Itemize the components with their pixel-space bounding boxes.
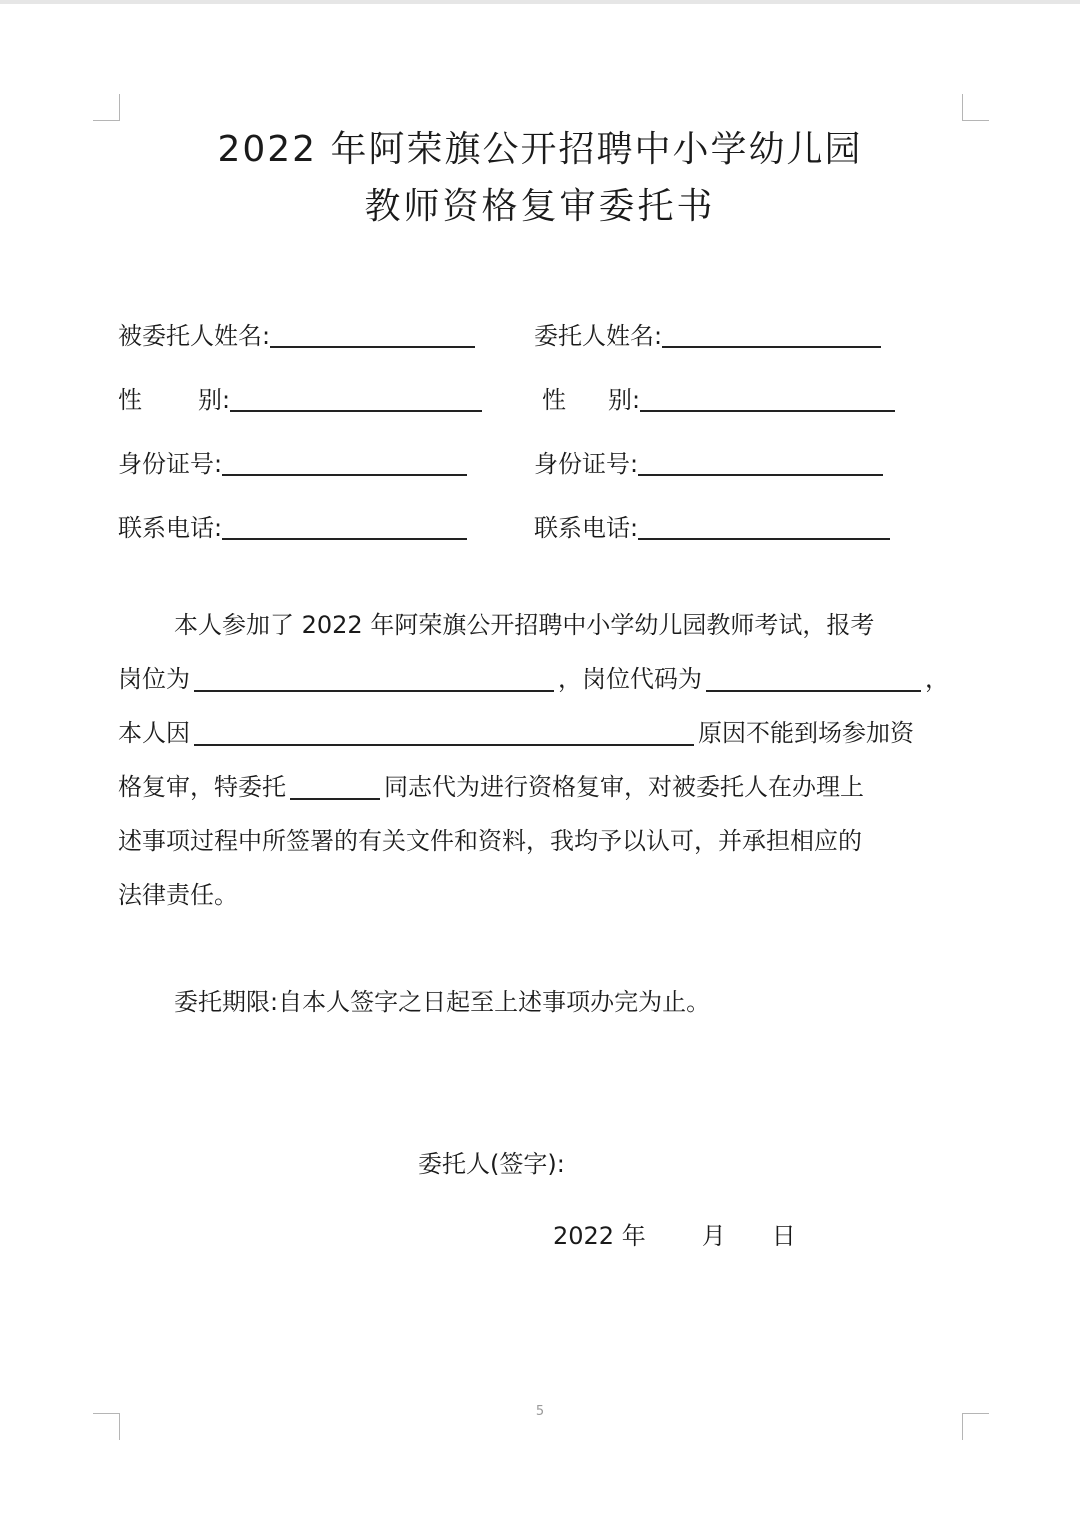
truster-gender-field <box>542 384 895 412</box>
truster-id-label: 身份证号: <box>534 450 639 478</box>
page-number: 5 <box>535 1404 545 1419</box>
body-line-6-text: 法律责任。 <box>118 881 238 909</box>
truster-phone-label: 联系电话: <box>534 514 639 542</box>
body-line-2-b: ，岗位代码为 <box>558 665 702 693</box>
body-line-1-text: 本人参加了 2022 年阿荣旗公开招聘中小学幼儿园教师考试，报考 <box>174 611 875 639</box>
body-line-3-a: 本人因 <box>118 719 190 747</box>
body-line-6 <box>118 868 964 922</box>
top-border <box>0 0 1080 4</box>
reason-blank[interactable] <box>194 720 694 746</box>
trustee-phone-label: 联系电话: <box>118 514 223 542</box>
trustee-id-field <box>118 448 467 476</box>
trustee-id-label: 身份证号: <box>118 450 223 478</box>
trustee-name-field <box>118 320 475 348</box>
trustee-gender-field <box>118 384 482 412</box>
trustee-phone-field <box>118 512 467 540</box>
truster-gender-label-b: 别: <box>608 386 641 414</box>
date-day: 日 <box>771 1222 796 1250</box>
body-line-3 <box>118 706 964 760</box>
trustee-name-label: 被委托人姓名: <box>118 322 271 350</box>
body-line-4-b: 同志代为进行资格复审，对被委托人在办理上 <box>384 773 864 801</box>
signature-label: 委托人(签字): <box>418 1150 565 1178</box>
trustee-gender-label-a: 性 <box>118 386 142 414</box>
truster-gender-label-a: 性 <box>542 386 566 414</box>
body-paragraph <box>118 598 964 922</box>
delegate-blank[interactable] <box>290 774 380 800</box>
body-line-1 <box>118 598 964 652</box>
trustee-phone-blank[interactable] <box>222 512 467 540</box>
term-statement: 委托期限:自本人签字之日起至上述事项办完为止。 <box>174 988 711 1016</box>
body-line-5 <box>118 814 964 868</box>
date-month: 月 <box>701 1222 726 1250</box>
truster-name-field <box>534 320 881 348</box>
document-title-line1: 2022 年阿荣旗公开招聘中小学幼儿园 <box>217 129 863 170</box>
crop-mark-top-left <box>93 94 120 121</box>
body-line-4 <box>118 760 964 814</box>
body-line-2-a: 岗位为 <box>118 665 190 693</box>
trustee-gender-label-b: 别: <box>198 386 231 414</box>
body-line-2 <box>118 652 964 706</box>
trustee-name-blank[interactable] <box>270 320 475 348</box>
crop-mark-top-right <box>962 94 989 121</box>
trustee-gender-blank[interactable] <box>230 384 482 412</box>
position-code-blank[interactable] <box>706 666 921 692</box>
trustee-id-blank[interactable] <box>222 448 467 476</box>
truster-gender-blank[interactable] <box>640 384 895 412</box>
body-line-5-text: 述事项过程中所签署的有关文件和资料，我均予以认可，并承担相应的 <box>118 827 862 855</box>
position-blank[interactable] <box>194 666 554 692</box>
document-title-line2: 教师资格复审委托书 <box>364 186 716 227</box>
date-line <box>553 1224 796 1248</box>
truster-phone-blank[interactable] <box>638 512 890 540</box>
body-line-3-b: 原因不能到场参加资 <box>698 719 914 747</box>
truster-id-field <box>534 448 883 476</box>
body-line-2-c: ， <box>925 665 949 693</box>
body-line-4-a: 格复审，特委托 <box>118 773 286 801</box>
truster-id-blank[interactable] <box>638 448 883 476</box>
truster-phone-field <box>534 512 890 540</box>
date-year: 2022 年 <box>553 1222 646 1250</box>
truster-name-label: 委托人姓名: <box>534 322 663 350</box>
truster-name-blank[interactable] <box>662 320 881 348</box>
